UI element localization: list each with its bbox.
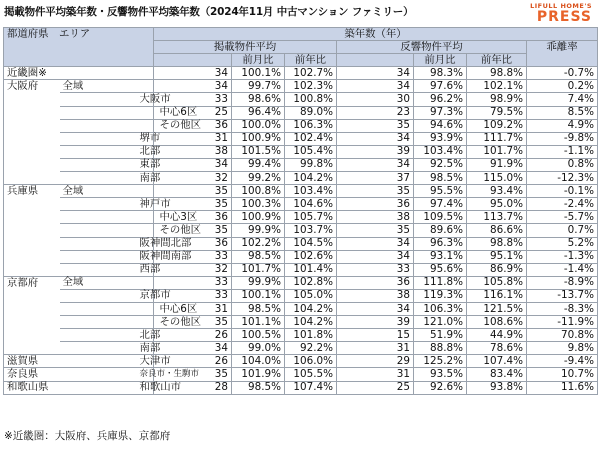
header-listed-yoy: 前年比	[285, 54, 337, 67]
cell-area: 北部	[60, 145, 154, 158]
cell-pref	[4, 289, 60, 302]
table-row	[4, 237, 598, 250]
cell-gap: 0.8%	[527, 158, 598, 171]
cell-r-yoy: 121.5%	[467, 302, 527, 315]
cell-area: 奈良市・生駒市	[60, 368, 154, 381]
cell-l-yoy: 102.7%	[285, 67, 337, 80]
cell-r-mom: 98.3%	[414, 67, 467, 80]
cell-gap: -11.9%	[527, 316, 598, 329]
cell-l-mom: 100.8%	[232, 185, 285, 198]
cell-l-mom: 98.5%	[232, 381, 285, 394]
cell-pref	[4, 132, 60, 145]
cell-r-age: 39	[337, 316, 414, 329]
cell-l-yoy: 102.6%	[285, 250, 337, 263]
cell-l-age: 36	[154, 211, 232, 224]
brand-logo	[512, 2, 592, 24]
cell-pref	[4, 172, 60, 185]
cell-l-age: 34	[154, 80, 232, 93]
cell-gap: -8.3%	[527, 302, 598, 315]
header-listed-mom: 前月比	[232, 54, 285, 67]
cell-l-age: 33	[154, 289, 232, 302]
header-response-yoy: 前年比	[467, 54, 527, 67]
cell-l-age: 31	[154, 132, 232, 145]
cell-l-age: 35	[154, 316, 232, 329]
header-region: 都道府県 エリア	[4, 28, 154, 41]
cell-r-yoy: 79.5%	[467, 106, 527, 119]
cell-gap: 0.7%	[527, 224, 598, 237]
cell-l-yoy: 102.3%	[285, 80, 337, 93]
cell-r-age: 34	[337, 302, 414, 315]
cell-r-age: 34	[337, 67, 414, 80]
cell-l-age: 34	[154, 342, 232, 355]
cell-l-mom: 104.0%	[232, 355, 285, 368]
cell-r-yoy: 78.6%	[467, 342, 527, 355]
cell-gap: 11.6%	[527, 381, 598, 394]
cell-l-mom: 98.6%	[232, 93, 285, 106]
cell-r-yoy: 116.1%	[467, 289, 527, 302]
cell-r-age: 37	[337, 172, 414, 185]
cell-l-yoy: 106.3%	[285, 119, 337, 132]
cell-l-yoy: 105.7%	[285, 211, 337, 224]
table-row	[4, 368, 598, 381]
table-row	[4, 106, 598, 119]
header-region-spacer-2	[4, 54, 154, 67]
cell-area: 神戸市	[60, 198, 154, 211]
cell-r-yoy: 95.1%	[467, 250, 527, 263]
cell-area: 南部	[60, 172, 154, 185]
table-row	[4, 198, 598, 211]
cell-gap: -0.1%	[527, 185, 598, 198]
cell-r-age: 38	[337, 289, 414, 302]
cell-r-age: 33	[337, 263, 414, 276]
cell-r-mom: 103.4%	[414, 145, 467, 158]
cell-l-age: 33	[154, 250, 232, 263]
cell-r-age: 31	[337, 368, 414, 381]
cell-r-mom: 96.3%	[414, 237, 467, 250]
cell-l-yoy: 104.2%	[285, 172, 337, 185]
header-listed: 掲載物件平均	[154, 41, 337, 54]
cell-l-age: 32	[154, 172, 232, 185]
cell-l-mom: 100.3%	[232, 198, 285, 211]
cell-r-age: 34	[337, 158, 414, 171]
cell-r-yoy: 83.4%	[467, 368, 527, 381]
cell-l-age: 28	[154, 381, 232, 394]
cell-r-yoy: 111.7%	[467, 132, 527, 145]
cell-pref: 近畿圏※	[4, 67, 60, 80]
header-response-mom: 前月比	[414, 54, 467, 67]
cell-r-yoy: 98.9%	[467, 93, 527, 106]
cell-gap: -9.4%	[527, 355, 598, 368]
cell-area: 中心3区	[60, 211, 154, 224]
cell-r-yoy: 101.7%	[467, 145, 527, 158]
cell-l-yoy: 104.2%	[285, 302, 337, 315]
cell-r-age: 35	[337, 224, 414, 237]
cell-area: 全域	[60, 80, 154, 93]
table-row	[4, 342, 598, 355]
cell-r-yoy: 109.2%	[467, 119, 527, 132]
cell-r-age: 31	[337, 342, 414, 355]
cell-area: 全域	[60, 276, 154, 289]
cell-area: 西部	[60, 263, 154, 276]
cell-r-mom: 111.8%	[414, 276, 467, 289]
cell-l-mom: 101.7%	[232, 263, 285, 276]
table-row	[4, 302, 598, 315]
cell-r-yoy: 86.6%	[467, 224, 527, 237]
cell-l-mom: 100.1%	[232, 67, 285, 80]
header-row-3	[4, 54, 598, 67]
cell-pref	[4, 316, 60, 329]
cell-l-mom: 99.2%	[232, 172, 285, 185]
cell-r-mom: 97.6%	[414, 80, 467, 93]
cell-r-mom: 92.5%	[414, 158, 467, 171]
cell-r-yoy: 115.0%	[467, 172, 527, 185]
cell-r-age: 29	[337, 355, 414, 368]
cell-r-age: 36	[337, 276, 414, 289]
cell-gap: 8.5%	[527, 106, 598, 119]
cell-r-yoy: 98.8%	[467, 67, 527, 80]
cell-l-yoy: 102.4%	[285, 132, 337, 145]
cell-area: 東部	[60, 158, 154, 171]
cell-r-yoy: 113.7%	[467, 211, 527, 224]
cell-r-yoy: 93.8%	[467, 381, 527, 394]
cell-area: 大津市	[60, 355, 154, 368]
cell-pref	[4, 342, 60, 355]
cell-l-yoy: 92.2%	[285, 342, 337, 355]
table-row	[4, 158, 598, 171]
table-row	[4, 172, 598, 185]
cell-pref	[4, 302, 60, 315]
cell-gap: -1.3%	[527, 250, 598, 263]
cell-l-age: 32	[154, 263, 232, 276]
cell-area	[60, 67, 154, 80]
cell-r-mom: 95.6%	[414, 263, 467, 276]
cell-l-yoy: 103.4%	[285, 185, 337, 198]
cell-l-age: 31	[154, 302, 232, 315]
cell-l-mom: 100.9%	[232, 211, 285, 224]
cell-area: 中心6区	[60, 302, 154, 315]
page-title: 掲載物件平均築年数・反響物件平均築年数（2024年11月 中古マンション ファミリー）	[4, 6, 414, 18]
cell-l-age: 33	[154, 93, 232, 106]
cell-pref: 和歌山県	[4, 381, 60, 394]
cell-pref	[4, 106, 60, 119]
cell-r-mom: 121.0%	[414, 316, 467, 329]
cell-r-yoy: 98.8%	[467, 237, 527, 250]
header-row-2	[4, 41, 598, 54]
cell-r-mom: 89.6%	[414, 224, 467, 237]
cell-pref	[4, 250, 60, 263]
cell-l-mom: 100.0%	[232, 119, 285, 132]
cell-pref	[4, 224, 60, 237]
cell-r-mom: 125.2%	[414, 355, 467, 368]
cell-pref	[4, 329, 60, 342]
table-row	[4, 316, 598, 329]
table-row	[4, 224, 598, 237]
data-table	[3, 27, 598, 395]
cell-gap: -9.8%	[527, 132, 598, 145]
cell-pref: 大阪府	[4, 80, 60, 93]
cell-l-mom: 101.5%	[232, 145, 285, 158]
cell-l-yoy: 106.0%	[285, 355, 337, 368]
cell-r-age: 38	[337, 211, 414, 224]
cell-l-mom: 102.2%	[232, 237, 285, 250]
cell-l-age: 35	[154, 368, 232, 381]
cell-area: 堺市	[60, 132, 154, 145]
cell-r-mom: 93.1%	[414, 250, 467, 263]
cell-l-yoy: 104.5%	[285, 237, 337, 250]
cell-area: 大阪市	[60, 93, 154, 106]
cell-pref: 京都府	[4, 276, 60, 289]
cell-r-mom: 93.9%	[414, 132, 467, 145]
cell-r-mom: 109.5%	[414, 211, 467, 224]
header-listed-age-spacer	[154, 54, 232, 67]
cell-l-age: 33	[154, 276, 232, 289]
header-age-group: 築年数（年）	[154, 28, 598, 41]
cell-r-mom: 51.9%	[414, 329, 467, 342]
header-gap-spacer	[527, 54, 598, 67]
cell-l-mom: 101.1%	[232, 316, 285, 329]
cell-l-yoy: 99.8%	[285, 158, 337, 171]
cell-gap: -1.4%	[527, 263, 598, 276]
cell-gap: -13.7%	[527, 289, 598, 302]
cell-l-mom: 98.5%	[232, 302, 285, 315]
cell-pref: 兵庫県	[4, 185, 60, 198]
cell-l-age: 25	[154, 106, 232, 119]
cell-r-mom: 95.5%	[414, 185, 467, 198]
cell-l-age: 36	[154, 119, 232, 132]
cell-l-mom: 96.4%	[232, 106, 285, 119]
table-row	[4, 263, 598, 276]
cell-l-mom: 99.9%	[232, 224, 285, 237]
cell-pref	[4, 93, 60, 106]
table-row	[4, 185, 598, 198]
cell-r-age: 34	[337, 80, 414, 93]
table-row	[4, 250, 598, 263]
cell-l-age: 36	[154, 237, 232, 250]
cell-r-yoy: 93.4%	[467, 185, 527, 198]
cell-r-yoy: 44.9%	[467, 329, 527, 342]
cell-r-age: 34	[337, 237, 414, 250]
cell-l-yoy: 107.4%	[285, 381, 337, 394]
cell-r-mom: 92.6%	[414, 381, 467, 394]
table-row	[4, 211, 598, 224]
cell-gap: 7.4%	[527, 93, 598, 106]
cell-gap: -2.4%	[527, 198, 598, 211]
cell-r-mom: 93.5%	[414, 368, 467, 381]
cell-gap: 9.8%	[527, 342, 598, 355]
cell-r-age: 30	[337, 93, 414, 106]
cell-l-age: 34	[154, 67, 232, 80]
cell-l-age: 26	[154, 329, 232, 342]
cell-l-yoy: 100.8%	[285, 93, 337, 106]
cell-r-age: 36	[337, 198, 414, 211]
cell-pref	[4, 198, 60, 211]
cell-r-mom: 96.2%	[414, 93, 467, 106]
cell-l-age: 35	[154, 198, 232, 211]
cell-l-mom: 100.5%	[232, 329, 285, 342]
cell-r-yoy: 102.1%	[467, 80, 527, 93]
cell-gap: 5.2%	[527, 237, 598, 250]
cell-pref	[4, 158, 60, 171]
table-row	[4, 381, 598, 394]
cell-area: 全域	[60, 185, 154, 198]
brand-main-text: PRESS	[536, 9, 592, 25]
cell-gap: 70.8%	[527, 329, 598, 342]
cell-area: 中心6区	[60, 106, 154, 119]
cell-r-mom: 98.5%	[414, 172, 467, 185]
header-response-age-spacer	[337, 54, 414, 67]
cell-gap: -8.9%	[527, 276, 598, 289]
cell-r-mom: 119.3%	[414, 289, 467, 302]
cell-area: 和歌山市	[60, 381, 154, 394]
cell-l-mom: 98.5%	[232, 250, 285, 263]
cell-pref	[4, 263, 60, 276]
cell-pref: 滋賀県	[4, 355, 60, 368]
cell-l-yoy: 105.4%	[285, 145, 337, 158]
table-row	[4, 276, 598, 289]
cell-r-age: 35	[337, 119, 414, 132]
cell-r-age: 25	[337, 381, 414, 394]
cell-r-yoy: 91.9%	[467, 158, 527, 171]
cell-l-mom: 101.9%	[232, 368, 285, 381]
cell-l-age: 35	[154, 224, 232, 237]
cell-l-yoy: 101.4%	[285, 263, 337, 276]
table-row	[4, 119, 598, 132]
table-row	[4, 355, 598, 368]
cell-pref	[4, 145, 60, 158]
cell-l-age: 34	[154, 158, 232, 171]
cell-r-mom: 106.3%	[414, 302, 467, 315]
cell-r-age: 35	[337, 185, 414, 198]
cell-r-age: 15	[337, 329, 414, 342]
cell-l-yoy: 105.0%	[285, 289, 337, 302]
cell-r-age: 23	[337, 106, 414, 119]
cell-l-mom: 99.0%	[232, 342, 285, 355]
cell-gap: -5.7%	[527, 211, 598, 224]
table-row	[4, 80, 598, 93]
cell-l-yoy: 104.2%	[285, 316, 337, 329]
cell-r-yoy: 86.9%	[467, 263, 527, 276]
table-row	[4, 93, 598, 106]
cell-area: 京都市	[60, 289, 154, 302]
cell-r-age: 34	[337, 132, 414, 145]
cell-gap: -0.7%	[527, 67, 598, 80]
cell-area: その他区	[60, 119, 154, 132]
table-row	[4, 132, 598, 145]
table-row	[4, 289, 598, 302]
cell-area: 南部	[60, 342, 154, 355]
cell-gap: 4.9%	[527, 119, 598, 132]
cell-area: 阪神間南部	[60, 250, 154, 263]
cell-area: 阪神間北部	[60, 237, 154, 250]
cell-r-yoy: 108.6%	[467, 316, 527, 329]
cell-l-age: 35	[154, 185, 232, 198]
table-row	[4, 329, 598, 342]
cell-l-yoy: 102.8%	[285, 276, 337, 289]
cell-r-mom: 88.8%	[414, 342, 467, 355]
cell-l-yoy: 103.7%	[285, 224, 337, 237]
cell-r-yoy: 107.4%	[467, 355, 527, 368]
cell-r-age: 39	[337, 145, 414, 158]
cell-l-mom: 100.9%	[232, 132, 285, 145]
cell-l-yoy: 89.0%	[285, 106, 337, 119]
cell-l-mom: 100.1%	[232, 289, 285, 302]
cell-l-mom: 99.7%	[232, 80, 285, 93]
cell-l-mom: 99.4%	[232, 158, 285, 171]
cell-gap: 0.2%	[527, 80, 598, 93]
header-response: 反響物件平均	[337, 41, 527, 54]
cell-r-age: 34	[337, 250, 414, 263]
cell-pref	[4, 119, 60, 132]
cell-r-mom: 97.4%	[414, 198, 467, 211]
header-gap: 乖離率	[527, 41, 598, 54]
cell-r-yoy: 105.8%	[467, 276, 527, 289]
cell-area: その他区	[60, 224, 154, 237]
cell-r-mom: 97.3%	[414, 106, 467, 119]
footnote: ※近畿圏：大阪府、兵庫県、京都府	[4, 430, 171, 442]
cell-pref	[4, 211, 60, 224]
cell-l-yoy: 105.5%	[285, 368, 337, 381]
header-row-1	[4, 28, 598, 41]
cell-r-yoy: 95.0%	[467, 198, 527, 211]
cell-gap: 10.7%	[527, 368, 598, 381]
cell-l-yoy: 101.8%	[285, 329, 337, 342]
cell-gap: -12.3%	[527, 172, 598, 185]
cell-area: その他区	[60, 316, 154, 329]
cell-r-mom: 94.6%	[414, 119, 467, 132]
brand-top-text: LIFULL HOME'S	[530, 2, 592, 10]
cell-l-mom: 99.9%	[232, 276, 285, 289]
cell-l-age: 26	[154, 355, 232, 368]
page-title-wrap	[4, 4, 413, 20]
header-region-spacer	[4, 41, 154, 54]
table-row	[4, 145, 598, 158]
cell-l-yoy: 104.6%	[285, 198, 337, 211]
cell-pref	[4, 237, 60, 250]
table-row	[4, 67, 598, 80]
cell-area: 北部	[60, 329, 154, 342]
cell-l-age: 38	[154, 145, 232, 158]
cell-gap: -1.1%	[527, 145, 598, 158]
cell-pref: 奈良県	[4, 368, 60, 381]
